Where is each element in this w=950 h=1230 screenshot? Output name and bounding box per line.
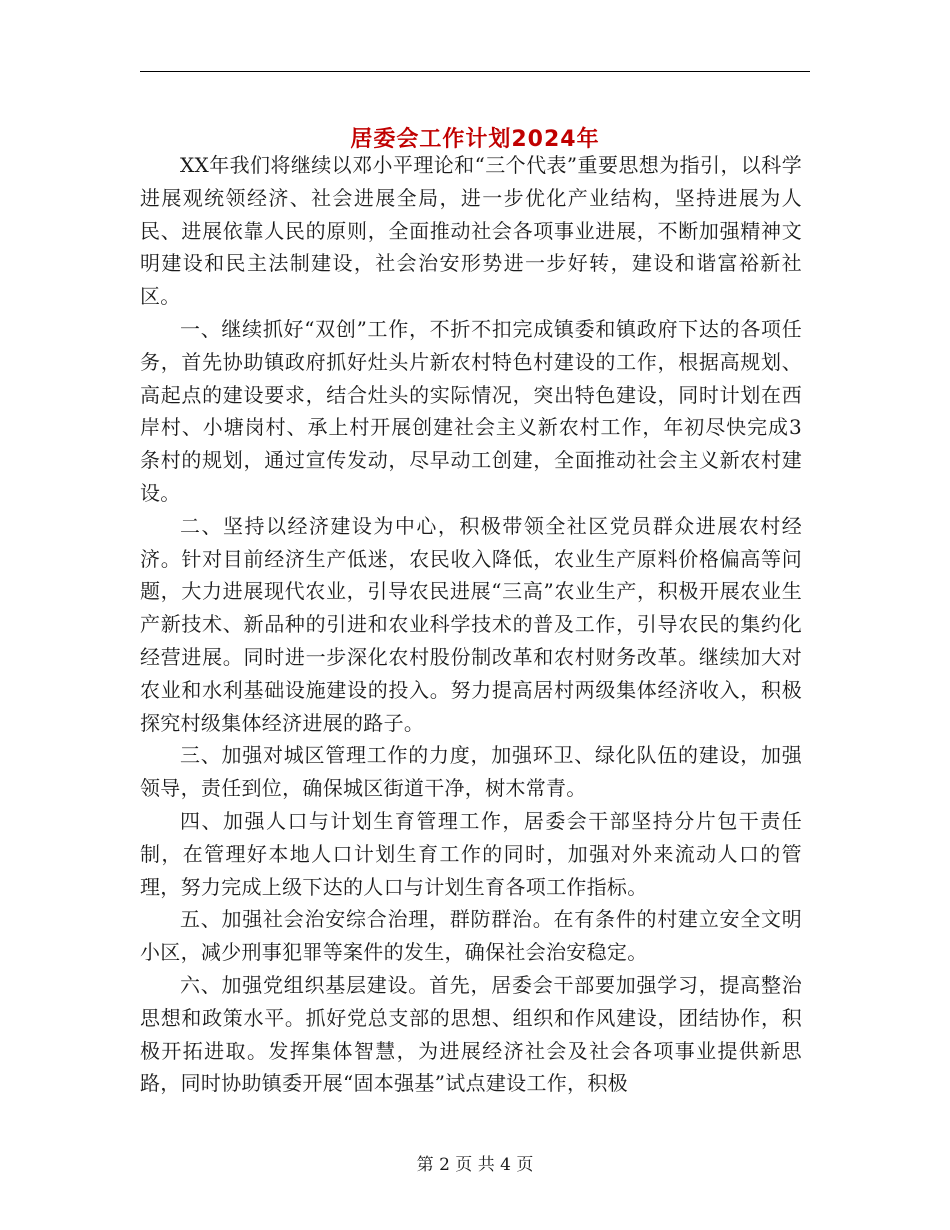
page-number-footer: 第 2 页 共 4 页 [416,1155,534,1175]
section-four-paragraph: 四、加强人口与计划生育管理工作，居委会干部坚持分片包干责任制，在管理好本地人口计划生育工作的同时，加强对外来流动人口的管理，努力完成上级下达的人口与计划生育各项工作指标。 [140,808,802,899]
intro-paragraph: XX年我们将继续以邓小平理论和“三个代表”重要思想为指引，以科学进展观统领经济、社会进展全局，进一步优化产业结构，坚持进展为人民、进展依靠人民的原则，全面推动社会各项事业进展，不断加强精神文明建设和民主法制建设，社会治安形势进一步好转，建设和谐富裕新社区。 [140,153,802,309]
document-body [140,149,802,1100]
section-five-paragraph: 五、加强社会治安综合治理，群防群治。在有条件的村建立安全文明小区，减少刑事犯罪等案件的发生，确保社会治安稳定。 [140,907,802,965]
section-one-paragraph: 一、继续抓好“双创”工作，不折不扣完成镇委和镇政府下达的各项任务，首先协助镇政府抓好灶头片新农村特色村建设的工作，根据高规划、高起点的建设要求，结合灶头的实际情况，突出特色建设，同时计划在西岸村、小塘岗村、承上村开展创建社会主义新农村工作，年初尽快完成3条村的规划，通过宣传发动，尽早动工创建，全面推动社会主义新农村建设。 [140,316,802,505]
header-rule [140,71,810,72]
section-two-paragraph: 二、坚持以经济建设为中心，积极带领全社区党员群众进展农村经济。针对目前经济生产低迷，农民收入降低，农业生产原料价格偏高等问题，大力进展现代农业，引导农民进展“三高”农业生产，积极开展农业生产新技术、新品种的引进和农业科学技术的普及工作，引导农民的集约化经营进展。同时进一步深化农村股份制改革和农村财务改革。继续加大对农业和水利基础设施建设的投入。努力提高居村两级集体经济收入，积极探究村级集体经济进展的路子。 [140,513,802,735]
section-three-paragraph: 三、加强对城区管理工作的力度，加强环卫、绿化队伍的建设，加强领导，责任到位，确保城区街道干净，树木常青。 [140,743,802,801]
document-title: 居委会工作计划2024年 [350,126,600,152]
section-six-paragraph: 六、加强党组织基层建设。首先，居委会干部要加强学习，提高整治思想和政策水平。抓好党总支部的思想、组织和作风建设，团结协作，积极开拓进取。发挥集体智慧，为进展经济社会及社会各项事业提供新思路，同时协助镇委开展“固本强基”试点建设工作，积极 [140,972,802,1096]
